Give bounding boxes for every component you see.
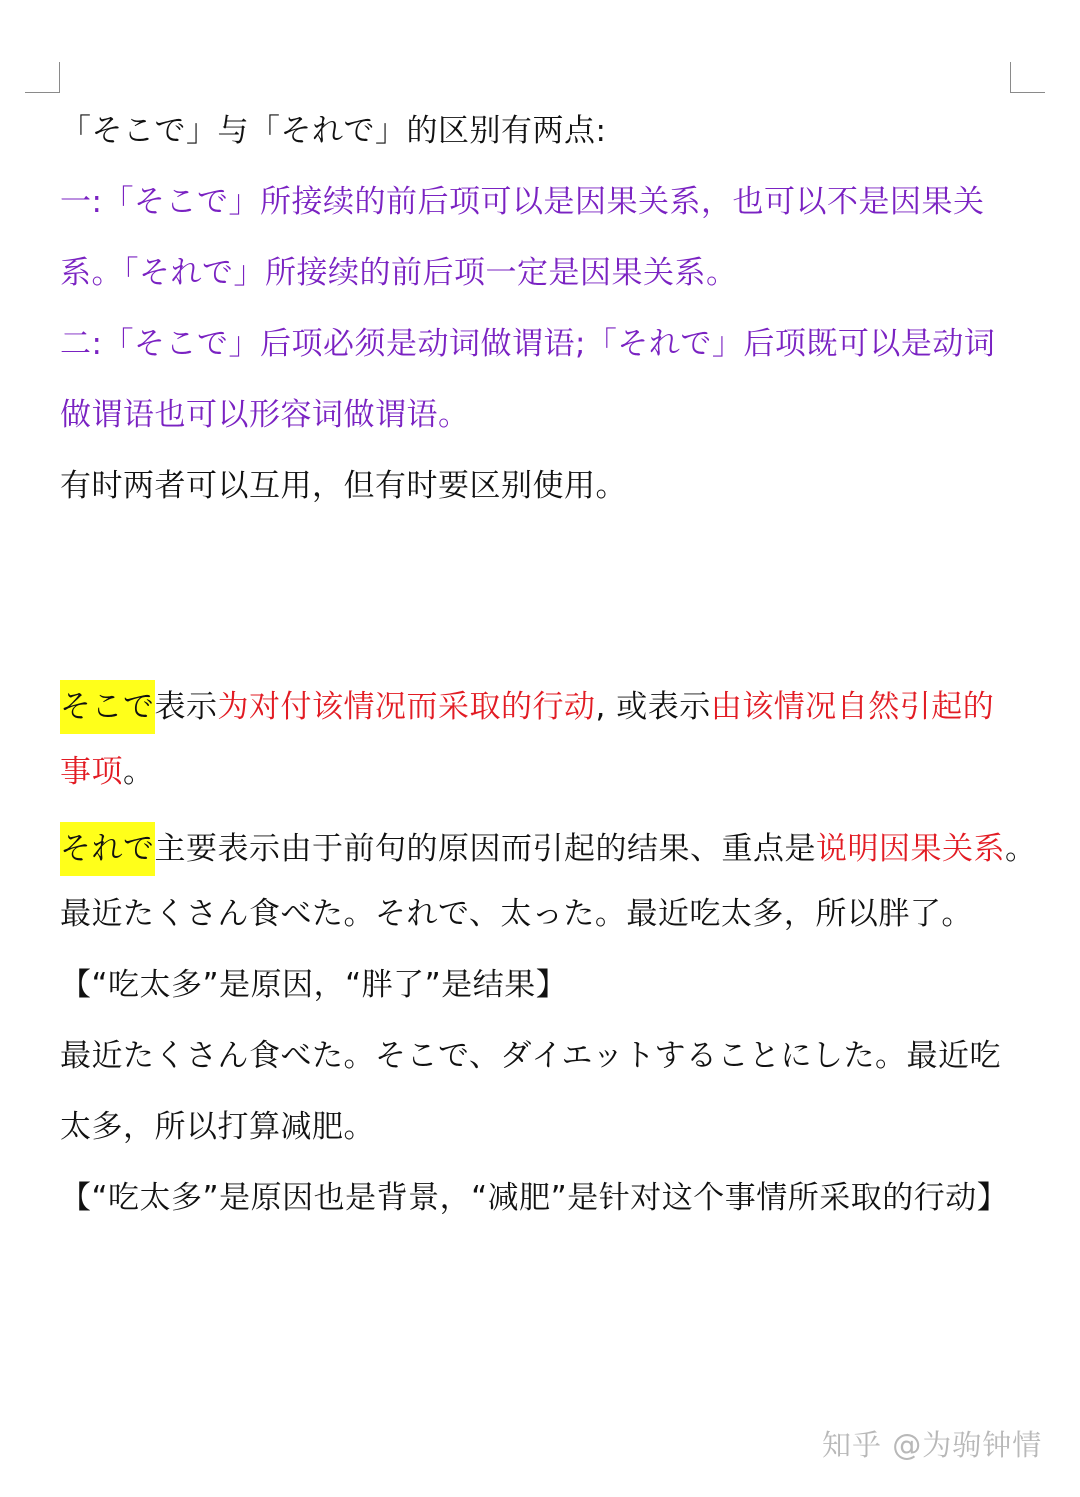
sorede-period: 。 (1005, 831, 1037, 867)
example-2-note: 【“吃太多”是原因也是背景，“减肥”是针对这个事情所采取的行动】 (60, 1180, 1009, 1216)
point-one-line-1: 一:「そこで」所接续的前后项可以是因果关系，也可以不是因果关 (60, 184, 985, 220)
sorede-text: 主要表示由于前句的原因而引起的结果、重点是 (154, 831, 816, 867)
page-corner-mark-top-left (25, 62, 60, 93)
sorede-definition-line (60, 822, 1037, 876)
point-two-line-2: 做谓语也可以形容词做谓语。 (60, 397, 470, 433)
page-corner-mark-top-right (1010, 62, 1045, 93)
example-1-sentence: 最近たくさん食べた。それで、太った。最近吃太多，所以胖了。 (60, 896, 973, 932)
sorede-red: 说明因果关系 (816, 831, 1005, 867)
point-two-line-1: 二:「そこで」后项必须是动词做谓语;「それで」后项既可以是动词 (60, 326, 996, 362)
usage-note-line: 有时两者可以互用，但有时要区别使用。 (60, 468, 627, 504)
sokode-definition-line-1 (60, 680, 994, 734)
zhihu-watermark: 知乎 @为驹钟情 (822, 1428, 1043, 1462)
sokode-text-b: , 或表示 (595, 689, 711, 725)
example-2-sentence-line-2: 太多，所以打算减肥。 (60, 1109, 375, 1145)
intro-line: 「そこで」与「それで」的区别有两点: (60, 113, 607, 149)
sokode-highlight: そこで (60, 680, 155, 734)
sokode-red-b: 由该情况自然引起的 (710, 689, 995, 725)
sokode-red-c: 事项 (60, 754, 123, 790)
sokode-definition-line-2 (60, 751, 155, 793)
sokode-text-a: 表示 (154, 689, 218, 725)
example-1-note: 【“吃太多”是原因，“胖了”是结果】 (60, 967, 568, 1003)
sorede-highlight: それで (60, 822, 155, 876)
point-one-line-2: 系。「それで」所接续的前后项一定是因果关系。 (60, 255, 738, 291)
example-2-sentence-line-1: 最近たくさん食べた。そこで、ダイエットすることにした。最近吃 (60, 1038, 1001, 1074)
sokode-period: 。 (123, 754, 155, 790)
sokode-red-a: 为对付该情况而采取的行动 (217, 689, 596, 725)
